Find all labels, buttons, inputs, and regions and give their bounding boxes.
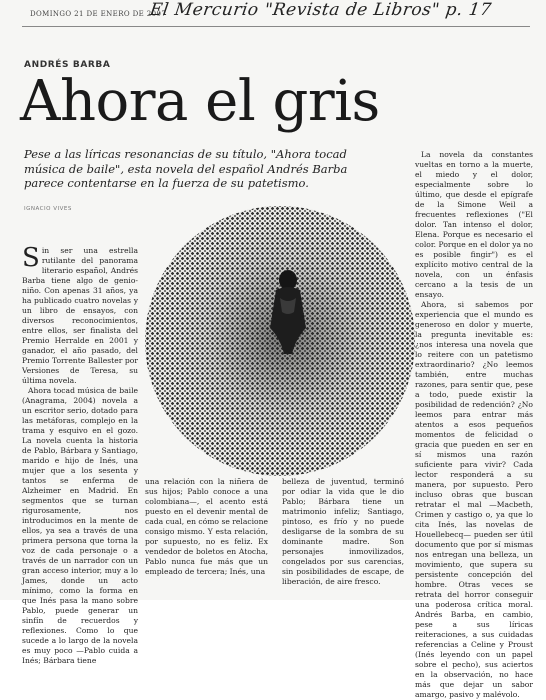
author-figure-icon: [266, 268, 310, 354]
column-3-bottom: belleza de juventud, terminó por odiar la vida que le dio Pablo; Bárbara tiene un matrimonio infeliz; Santiago, pintoso, es frío y no puede desligarse de la sombra de su dominante madre. Son personajes inmovilizados, congelados por sus carencias, sin posibilidades de escape, de liberación, de aire fresco.: [282, 477, 404, 586]
date-line: DOMINGO 21 DE ENERO DE 2007: [30, 10, 167, 18]
author-kicker: ANDRÉS BARBA: [24, 60, 111, 70]
byline-credit: IGNACIO VIVES: [24, 206, 72, 212]
column-1: [22, 243, 138, 665]
paragraph: La novela da constantes vueltas en torno a la muerte, el miedo y el dolor, especialmente sobre lo último, que desde el epígrafe de la Simone Weil a frecuentes reflexiones ("El dolor. Tan intenso el dolor, Elena. Porque es necesario el color. Porque en el dolor ya no es posible fingir") es el explícito motivo central de la novela, con un énfasis cercano a la tesis de un ensayo.: [415, 150, 533, 299]
headline: Ahora el gris: [20, 69, 380, 134]
paragraph: [22, 243, 138, 386]
drop-cap: S: [22, 243, 40, 273]
paragraph-text: in ser una estrella rutilante del panorama literario español, Andrés Barba tiene algo de genio-niño. Con apenas 31 años, ya ha publicado cuatro novelas y un libro de ensayos, con diversos reconocimientos, entre ellos, ser finalista del Premio Herralde en 2001 y ganador, el año pasado, del Premio Torrente Ballester por Versiones de Teresa, su última novela.: [22, 246, 138, 385]
header-rule: [22, 26, 530, 27]
paragraph: Ahora, si sabemos por experiencia que el mundo es generoso en dolor y muerte, la pregunta inevitable es: ¿nos interesa una novela que lo reitere con un patetismo extraordinario? ¿No leemos también, entre muchas razones, para sentir que, pese a todo, puede existir la posibilidad de redención? ¿No leemos para entrar más atentos a esos pequeños momentos de felicidad o gracia que pueden en ser en sí mismos una razón suficiente para vivir? Cada lector responderá a su manera, por supuesto. Pero incluso obras que buscan retratar el mal —Macbeth, Crimen y castigo o, ya que lo cita Inés, las novelas de Houellebecq— pueden ser útil documento que por sí mismas nos entregan una belleza, un movimiento, que supera su persistente concepción del hombre. Otras veces se retrata del horror conseguir una poderosa crítica moral. Andrés Barba, en cambio, pese a sus líricas reiteraciones, a sus cuidadas referencias a Celine y Proust (Inés leyendo con un papel sobre el pecho), sus aciertos en la observación, no hace más que dejar un sabor amargo, pasivo y malévolo.: [415, 300, 533, 699]
handwritten-annotation: El Mercurio "Revista de Libros" p. 17: [148, 0, 493, 20]
column-4: [415, 150, 533, 699]
column-2-bottom: una relación con la niñera de sus hijos; Pablo conoce a una colombiana—, el acento está puesto en el devenir mental de cada cual, en cómo se relacione consigo mismo. Y esta relación, por supuesto, no es feliz. Ex vendedor de boletos en Atocha, Pablo nunca fue más que un empleado de tercera; Inés, una: [145, 477, 268, 576]
summary-deck: Pese a las líricas resonancias de su título, "Ahora tocad música de baile", esta novela del español Andrés Barba parece contentarse en la fuerza de su patetismo.: [24, 147, 348, 190]
paragraph: Ahora tocad música de baile (Anagrama, 2004) novela a un escritor serio, dotado para las metáforas, complejo en la trama y esquivo en el gozo. La novela cuenta la historia de Pablo, Bárbara y Santiago, marido e hijo de Inés, una mujer que a los sesenta y tantos se enferma de Alzheimer en Madrid. En segmentos que se turnan rigurosamente, nos introducimos en la mente de ellos, ya sea a través de una primera persona que torna la voz de cada personaje o a través de un narrador con un gran acceso interior, muy a lo James, donde un acto mínimo, como la forma en que Inés pasa la mano sobre Pablo, puede generar un sinfín de recuerdos y reflexiones. Como lo que sucede a lo largo de la novela es muy poco —Pablo cuida a Inés; Bárbara tiene: [22, 386, 138, 665]
